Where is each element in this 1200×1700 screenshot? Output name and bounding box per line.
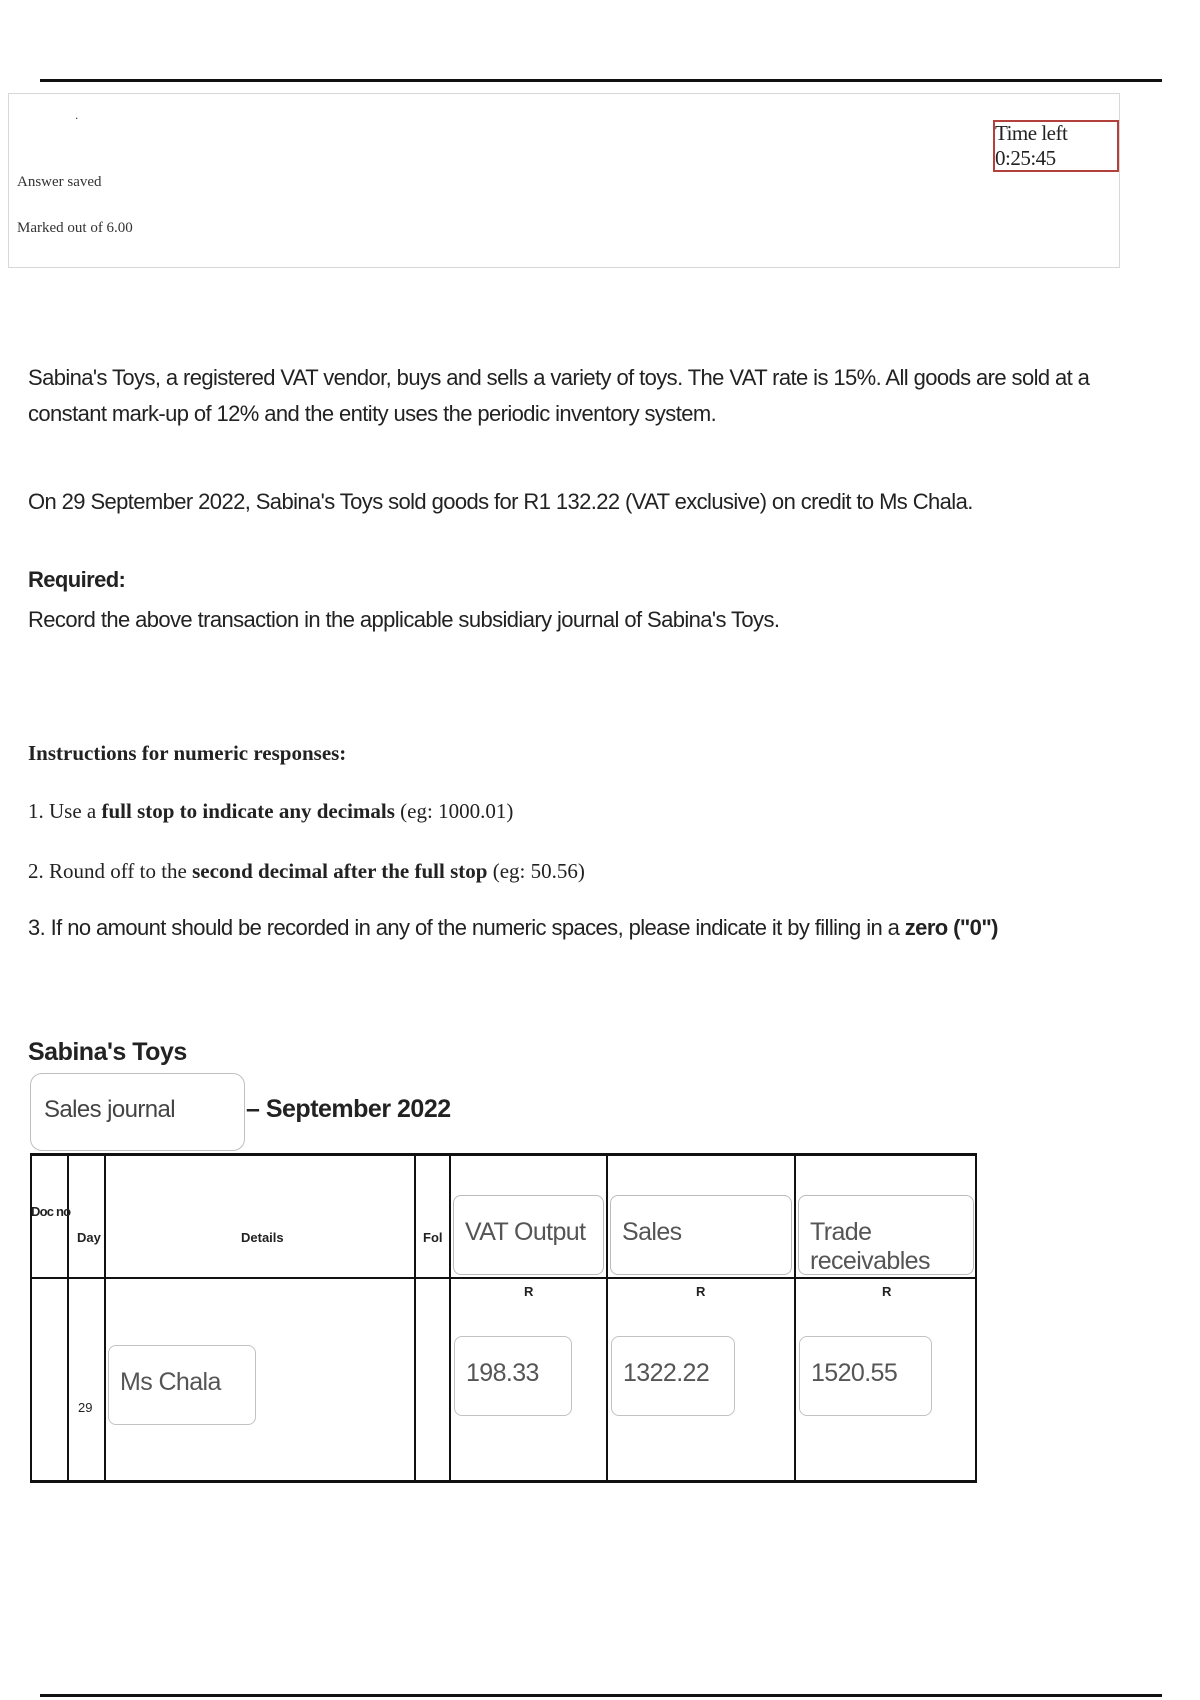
question-marker: . [75, 108, 79, 122]
details-input[interactable]: Ms Chala [108, 1345, 256, 1425]
instruction-1 [28, 799, 513, 824]
trade-receivables-header-field[interactable]: Trade receivables [798, 1195, 974, 1275]
column-divider [606, 1153, 608, 1483]
table-header-divider [30, 1277, 977, 1279]
required-title: Required: [28, 567, 126, 592]
instruction-1-example: (eg: 1000.01) [394, 799, 514, 823]
instructions-title: Instructions for numeric responses: [28, 741, 347, 765]
required-text: Record the above transaction in the applicable subsidiary journal of Sabina's Toys. [28, 607, 780, 632]
vat-currency-label: R [524, 1284, 534, 1299]
column-divider [414, 1153, 416, 1483]
question-marks: Marked out of 6.00 [17, 220, 133, 236]
receivables-currency-label: R [882, 1284, 892, 1299]
column-divider [449, 1153, 451, 1483]
header-fol: Fol [423, 1230, 443, 1245]
instruction-3-bold: zero ("0") [904, 915, 998, 940]
time-left-timer: Time left 0:25:45 [993, 120, 1119, 172]
column-divider [104, 1153, 106, 1483]
vat-output-input[interactable]: 198.33 [454, 1336, 572, 1416]
header-day: Day [77, 1230, 101, 1245]
question-paragraph: Sabina's Toys, a registered VAT vendor, buys and sells a variety of toys. The VAT rate is 15%. All goods are sold at a constant mark-up of 12% and the entity uses the periodic inventory system. [28, 365, 1090, 426]
transaction-paragraph: On 29 September 2022, Sabina's Toys sold goods for R1 132.22 (VAT exclusive) on credit to Ms Chala. [28, 489, 973, 514]
instruction-2-text: 2. Round off to the [28, 859, 193, 883]
header-doc-no: Doc no [31, 1204, 71, 1219]
table-border-top [30, 1153, 977, 1156]
journal-type-dropdown[interactable]: Sales journal [30, 1073, 245, 1151]
bottom-divider [40, 1694, 1162, 1697]
header-details: Details [241, 1230, 284, 1245]
table-border-right [975, 1153, 977, 1483]
column-divider [67, 1153, 69, 1483]
sales-input[interactable]: 1322.22 [611, 1336, 735, 1416]
instruction-1-text: 1. Use a [28, 799, 102, 823]
sales-header-field[interactable]: Sales [610, 1195, 792, 1275]
column-divider [794, 1153, 796, 1483]
instruction-2-bold: second decimal after the full stop [192, 859, 488, 883]
sales-currency-label: R [696, 1284, 706, 1299]
trade-receivables-input[interactable]: 1520.55 [799, 1336, 932, 1416]
top-divider [40, 79, 1162, 82]
question-info-panel [8, 93, 1120, 268]
journal-period: – September 2022 [246, 1095, 451, 1123]
instruction-3 [28, 915, 998, 941]
vat-output-header-field[interactable]: VAT Output [453, 1195, 604, 1275]
instruction-1-bold: full stop to indicate any decimals [101, 799, 395, 823]
row-day: 29 [78, 1400, 93, 1415]
instruction-3-text: 3. If no amount should be recorded in any of the numeric spaces, please indicate it by filling in a [28, 915, 905, 940]
answer-status: Answer saved [17, 174, 102, 190]
instruction-2-example: (eg: 50.56) [487, 859, 585, 883]
table-border-bottom [30, 1480, 977, 1483]
company-name: Sabina's Toys [28, 1038, 187, 1066]
instruction-2 [28, 859, 585, 884]
table-border-left [30, 1153, 32, 1483]
